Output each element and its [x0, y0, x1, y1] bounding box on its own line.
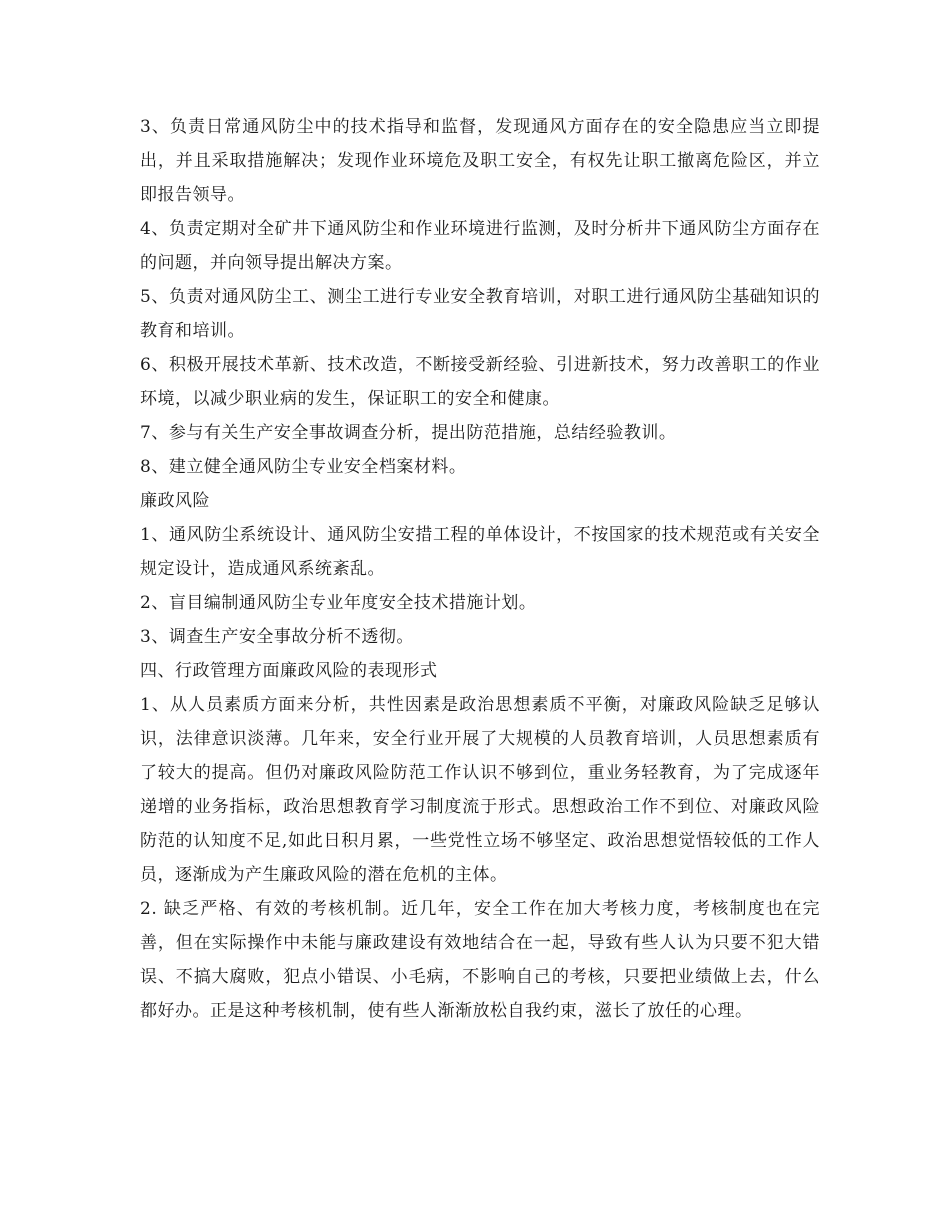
paragraph-risk-3: 3、调查生产安全事故分析不透彻。 — [140, 627, 414, 647]
paragraph-duty-7: 7、参与有关生产安全事故调查分析，提出防范措施，总结经验教训。 — [140, 423, 677, 443]
document-body — [140, 110, 820, 1028]
paragraph-risk-1: 1、通风防尘系统设计、通风防尘安措工程的单体设计，不按国家的技术规范或有关安全规定设计，造成通风系统紊乱。 — [140, 525, 820, 579]
paragraph-duty-8: 8、建立健全通风防尘专业安全档案材料。 — [140, 457, 467, 477]
section-heading-admin-risk: 四、行政管理方面廉政风险的表现形式 — [140, 661, 438, 681]
paragraph-duty-6: 6、积极开展技术革新、技术改造，不断接受新经验、引进新技术，努力改善职工的作业环境，以减少职业病的发生，保证职工的安全和健康。 — [140, 355, 820, 409]
paragraph-admin-1: 1、从人员素质方面来分析，共性因素是政治思想素质不平衡，对廉政风险缺乏足够认识，法律意识淡薄。几年来，安全行业开展了大规模的人员教育培训，人员思想素质有了较大的提高。但仍对廉政风险防范工作认识不够到位，重业务轻教育，为了完成逐年递增的业务指标，政治思想教育学习制度流于形式。思想政治工作不到位、对廉政风险防范的认知度不足,如此日积月累，一些党性立场不够坚定、政治思想觉悟较低的工作人员，逐渐成为产生廉政风险的潜在危机的主体。 — [140, 695, 820, 885]
paragraph-duty-3: 3、负责日常通风防尘中的技术指导和监督，发现通风方面存在的安全隐患应当立即提出，并且采取措施解决；发现作业环境危及职工安全，有权先让职工撤离危险区，并立即报告领导。 — [140, 117, 820, 205]
section-heading-integrity-risk: 廉政风险 — [140, 491, 210, 511]
paragraph-duty-4: 4、负责定期对全矿井下通风防尘和作业环境进行监测，及时分析井下通风防尘方面存在的问题，并向领导提出解决方案。 — [140, 219, 820, 273]
paragraph-risk-2: 2、盲目编制通风防尘专业年度安全技术措施计划。 — [140, 593, 537, 613]
paragraph-admin-2: 2. 缺乏严格、有效的考核机制。近几年，安全工作在加大考核力度，考核制度也在完善，但在实际操作中未能与廉政建设有效地结合在一起，导致有些人认为只要不犯大错误、不搞大腐败，犯点小错误、小毛病，不影响自己的考核，只要把业绩做上去，什么都好办。正是这种考核机制，使有些人渐渐放松自我约束，滋长了放任的心理。 — [140, 899, 820, 1021]
paragraph-duty-5: 5、负责对通风防尘工、测尘工进行专业安全教育培训，对职工进行通风防尘基础知识的教育和培训。 — [140, 287, 820, 341]
